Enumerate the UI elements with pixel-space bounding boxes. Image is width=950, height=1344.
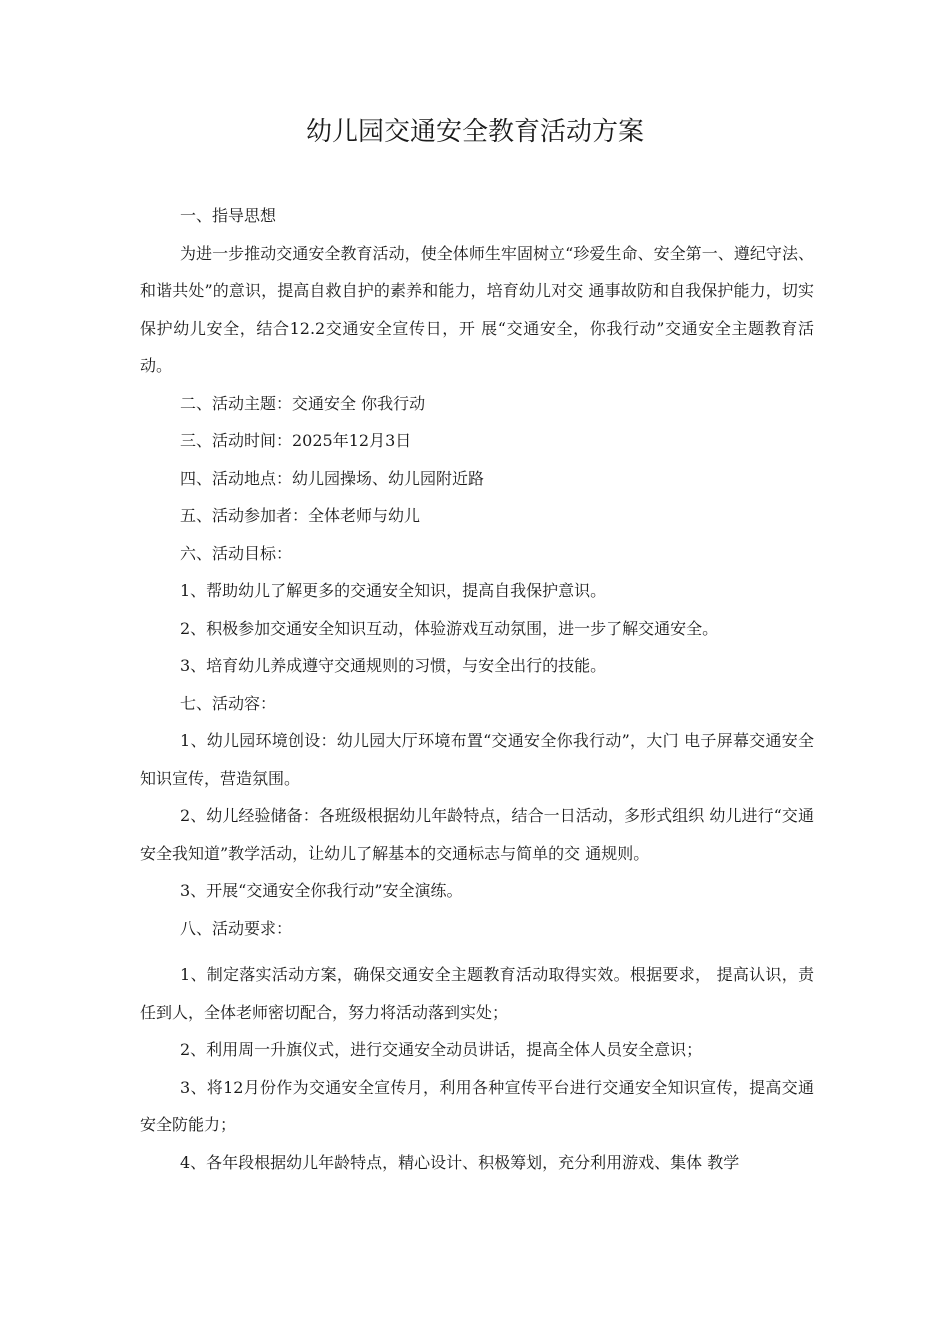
list-item: 1、帮助幼儿了解更多的交通安全知识，提高自我保护意识。 [180,581,607,600]
section-heading: 一、指导思想 [180,206,277,225]
body-paragraph: 为进一步推动交通安全教育活动，使全体师生牢固树立“珍爱生命、安全第一、遵纪守法、和谐共处”的意识，提高自救自护的素养和能力，培育幼儿对交 通事故防和自我保护能力，切实保护幼儿安全，结合12.2交通安全宣传日，开 展“交通安全，你我行动”交通安全主题教育活动。 [140,243,814,375]
section-heading: 六、活动目标： [180,543,293,563]
list-item: 3、将12月份作为交通安全宣传月，利用各种宣传平台进行交通安全知识宣传，提高交通安全防能力； [140,1077,814,1134]
list-item: 4、各年段根据幼儿年龄特点，精心设计、积极筹划，充分利用游戏、集体 教学 [180,1152,740,1172]
section-heading: 三、活动时间：2025年12月3日 [180,431,412,450]
list-item: 3、开展“交通安全你我行动”安全演练。 [180,881,463,900]
section-heading: 七、活动容： [180,693,277,713]
section-heading: 二、活动主题：交通安全 你我行动 [180,393,426,413]
document-body [140,197,814,1181]
list-item: 1、幼儿园环境创设：幼儿园大厅环境布置“交通安全你我行动”，大门 电子屏幕交通安全知识宣传，营造氛围。 [140,731,814,788]
list-item: 2、利用周一升旗仪式，进行交通安全动员讲话，提高全体人员安全意识； [180,1040,703,1059]
section-heading: 五、活动参加者：全体老师与幼儿 [180,506,421,525]
section-heading: 八、活动要求： [180,918,293,938]
list-item: 1、制定落实活动方案，确保交通安全主题教育活动取得实效。根据要求， 提高认识，责任到人，全体老师密切配合，努力将活动落到实处； [140,965,814,1022]
list-item: 3、培育幼儿养成遵守交通规则的习惯，与安全出行的技能。 [180,656,607,675]
document-title: 幼儿园交通安全教育活动方案 [305,117,644,147]
section-heading: 四、活动地点：幼儿园操场、幼儿园附近路 [180,468,485,488]
list-item: 2、积极参加交通安全知识互动，体验游戏互动氛围，进一步了解交通安全。 [180,618,719,638]
list-item: 2、幼儿经验储备：各班级根据幼儿年龄特点，结合一日活动，多形式组织 幼儿进行“交通安全我知道”教学活动，让幼儿了解基本的交通标志与简单的交 通规则。 [140,806,814,863]
